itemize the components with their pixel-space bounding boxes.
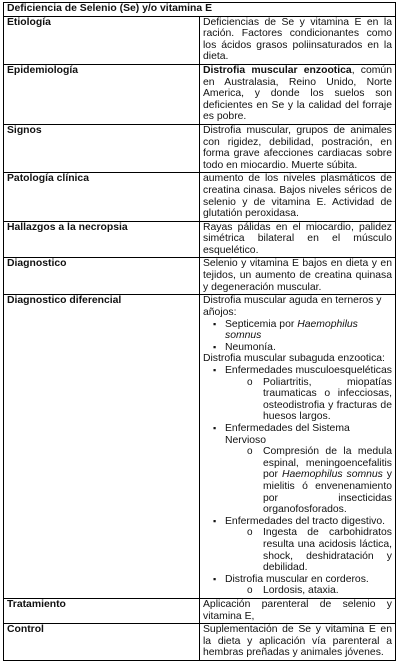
table-row-etiologia: [4, 16, 396, 64]
row-content-diferencial: [200, 295, 396, 598]
aguda-list: [203, 319, 392, 354]
nervioso-sublist: [203, 446, 392, 516]
row-label-diferencial: Diagnostico diferencial: [4, 295, 200, 598]
row-text-etiologia: Deficiencias de Se y vitamina E en la ración. Factores condicionantes como los ácidos grasos poliinsaturados en la dieta.: [200, 16, 396, 64]
nervioso-title: Enfermedades del Sistema Nervioso: [225, 423, 350, 446]
list-item: [203, 446, 392, 516]
row-label-diagnostico: Diagnostico: [4, 258, 200, 295]
row-label-control: Control: [4, 624, 200, 661]
row-text-signos: Distrofia muscular, grupos de animales con rigidez, debilidad, postración, en forma grave afecciones cardiacas sobre todo en miocardio. Muerte súbita.: [200, 124, 396, 172]
list-item: [203, 377, 392, 423]
musculo-sub: Poliartritis, miopatías traumaticas o infecciosas, osteodistrofia y fracturas de huesos largos.: [263, 376, 392, 423]
list-item: [203, 516, 392, 528]
digestivo-sub: Ingesta de carbohidratos resulta una acidosis láctica, shock, deshidratación y debilidad.: [263, 527, 392, 574]
corderos-sublist: [203, 585, 392, 597]
table-row-diferencial: [4, 295, 396, 598]
nervioso-list: [203, 423, 392, 446]
row-text-epidemiologia: [200, 64, 396, 124]
row-label-etiologia: Etiología: [4, 16, 200, 64]
subaguda-intro: Distrofia muscular subaguda enzootica:: [203, 353, 385, 365]
list-item: [203, 365, 392, 377]
nervioso-sub-italic: Haemophilus somnus: [281, 469, 383, 481]
digestivo-sublist: [203, 527, 392, 573]
table-row-control: [4, 624, 396, 661]
aguda-intro: Distrofia muscular aguda en terneros y añojos:: [203, 295, 382, 319]
row-text-control: Suplementación de Se y vitamina E en la dieta y aplicación vía parenteral a hembras preñadas y animales jóvenes.: [200, 624, 396, 661]
nervioso-sub-pre: Compresión de la medula espinal, meningoencefalitis por: [263, 446, 392, 481]
table-row-patologia: [4, 173, 396, 221]
list-item: [203, 527, 392, 573]
epidemiologia-bold-term: Distrofia muscular enzootica: [203, 64, 352, 76]
row-text-patologia: aumento de los niveles plasmáticos de creatina cinasa. Bajos niveles séricos de selenio y de vitamina E. Actividad de glutatión peroxidasa.: [200, 173, 396, 221]
row-text-tratamiento: Aplicación parenteral de selenio y vitamina E,: [200, 598, 396, 623]
aguda-item1-italic: Haemophilus somnus: [225, 318, 358, 342]
list-item: [203, 423, 392, 446]
row-label-hallazgos: Hallazgos a la necropsia: [4, 221, 200, 258]
corderos-sub: Lordosis, ataxia.: [263, 585, 339, 597]
digestivo-title: Enfermedades del tracto digestivo.: [225, 515, 385, 527]
disease-table: [3, 2, 396, 661]
nervioso-sub-post: y mielitis ó envenenamiento por insecticidas organofosforados.: [263, 469, 392, 516]
table-row-signos: [4, 124, 396, 172]
row-text-diagnostico: Selenio y vitamina E bajos en dieta y en tejidos, un aumento de creatina quinasa y degeneración muscular.: [200, 258, 396, 295]
table-row-epidemiologia: [4, 64, 396, 124]
digestivo-list: [203, 516, 392, 528]
corderos-list: [203, 574, 392, 586]
subaguda-list: [203, 365, 392, 377]
list-item: [203, 574, 392, 586]
list-item: [203, 342, 392, 354]
musculo-sublist: [203, 377, 392, 423]
musculo-title: Enfermedades musculoesqueléticas: [225, 365, 392, 377]
row-text-hallazgos: Rayas pálidas en el miocardio, palidez simétrica bilateral en el músculo esquelético.: [200, 221, 396, 258]
table-row-hallazgos: [4, 221, 396, 258]
row-label-patologia: Patología clínica: [4, 173, 200, 221]
row-label-signos: Signos: [4, 124, 200, 172]
table-header-row: [4, 3, 396, 17]
corderos-title: Distrofia muscular en corderos.: [225, 573, 369, 585]
aguda-item2-text: Neumonía.: [225, 341, 276, 353]
table-row-tratamiento: [4, 598, 396, 623]
table-title: Deficiencia de Selenio (Se) y/o vitamina E: [4, 3, 396, 17]
list-item: [203, 585, 392, 597]
row-label-epidemiologia: Epidemiología: [4, 64, 200, 124]
aguda-item1-text: Septicemia por: [225, 318, 298, 330]
list-item: [203, 319, 392, 342]
table-row-diagnostico: [4, 258, 396, 295]
row-label-tratamiento: Tratamiento: [4, 598, 200, 623]
epidemiologia-rest: , común en Australasia, Reino Unido, Norte America, y donde los suelos son deficientes en Se y la calidad del forraje es pobre.: [203, 64, 392, 123]
